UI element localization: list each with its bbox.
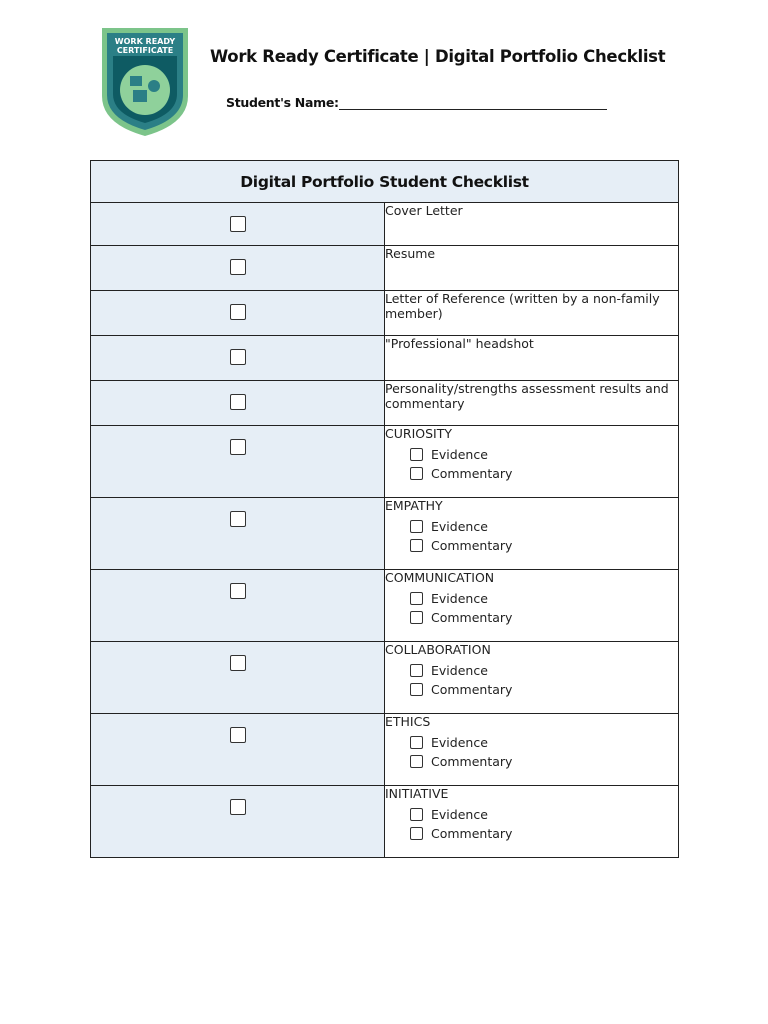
skill-name: COLLABORATION bbox=[385, 642, 491, 657]
checkbox[interactable] bbox=[230, 304, 246, 320]
badge-text-line2: CERTIFICATE bbox=[116, 46, 174, 55]
sub-checkbox[interactable] bbox=[410, 448, 423, 461]
sub-item bbox=[410, 445, 678, 464]
checkbox-cell bbox=[91, 203, 385, 246]
digital-portfolio-checklist-table bbox=[90, 160, 679, 858]
checkbox-cell bbox=[91, 786, 385, 858]
checklist-row bbox=[91, 291, 679, 336]
checkbox[interactable] bbox=[230, 799, 246, 815]
sub-item bbox=[410, 589, 678, 608]
sub-item bbox=[410, 805, 678, 824]
checkbox-cell bbox=[91, 642, 385, 714]
sub-item-label: Commentary bbox=[431, 754, 513, 769]
sub-checkbox[interactable] bbox=[410, 664, 423, 677]
checklist-heading: Digital Portfolio Student Checklist bbox=[91, 161, 679, 203]
sub-item-label: Evidence bbox=[431, 591, 488, 606]
page-title: Work Ready Certificate | Digital Portfolio Checklist bbox=[210, 47, 666, 66]
sub-item bbox=[410, 824, 678, 843]
checkbox-cell bbox=[91, 426, 385, 498]
checkbox-cell bbox=[91, 570, 385, 642]
checkbox[interactable] bbox=[230, 583, 246, 599]
checklist-item-label: "Professional" headshot bbox=[385, 336, 679, 381]
sub-item bbox=[410, 608, 678, 627]
checkbox-cell bbox=[91, 336, 385, 381]
sub-item bbox=[410, 464, 678, 483]
sub-item bbox=[410, 680, 678, 699]
sub-item-label: Evidence bbox=[431, 447, 488, 462]
checklist-item-label: Personality/strengths assessment results and commentary bbox=[385, 381, 679, 426]
skill-name: COMMUNICATION bbox=[385, 570, 495, 585]
student-name-field[interactable] bbox=[226, 95, 607, 110]
skill-row bbox=[91, 498, 679, 570]
checkbox-cell bbox=[91, 714, 385, 786]
skill-name: ETHICS bbox=[385, 714, 431, 729]
checkbox[interactable] bbox=[230, 727, 246, 743]
skill-cell bbox=[385, 786, 679, 858]
student-name-label: Student's Name: bbox=[226, 95, 339, 110]
checkbox-cell bbox=[91, 291, 385, 336]
skill-row bbox=[91, 426, 679, 498]
skill-cell bbox=[385, 498, 679, 570]
checkbox-cell bbox=[91, 498, 385, 570]
sub-item bbox=[410, 752, 678, 771]
checkbox[interactable] bbox=[230, 259, 246, 275]
checkbox[interactable] bbox=[230, 511, 246, 527]
sub-checkbox[interactable] bbox=[410, 808, 423, 821]
checklist-row bbox=[91, 246, 679, 291]
checkbox[interactable] bbox=[230, 216, 246, 232]
work-ready-certificate-logo bbox=[100, 26, 190, 138]
sub-item bbox=[410, 536, 678, 555]
skill-row bbox=[91, 570, 679, 642]
checklist-item-label: Letter of Reference (written by a non-family member) bbox=[385, 291, 679, 336]
sub-item-label: Evidence bbox=[431, 735, 488, 750]
skill-name: EMPATHY bbox=[385, 498, 443, 513]
checklist-row bbox=[91, 381, 679, 426]
sub-checkbox[interactable] bbox=[410, 611, 423, 624]
checklist-row bbox=[91, 336, 679, 381]
checkbox[interactable] bbox=[230, 394, 246, 410]
sub-checkbox[interactable] bbox=[410, 827, 423, 840]
checkbox-cell bbox=[91, 246, 385, 291]
badge-text-line1: WORK READY bbox=[114, 37, 176, 46]
checklist-row bbox=[91, 203, 679, 246]
sub-checkbox[interactable] bbox=[410, 539, 423, 552]
sub-checkbox[interactable] bbox=[410, 755, 423, 768]
skill-row bbox=[91, 786, 679, 858]
sub-item-label: Evidence bbox=[431, 807, 488, 822]
sub-item-label: Commentary bbox=[431, 466, 513, 481]
skill-name: INITIATIVE bbox=[385, 786, 449, 801]
sub-item bbox=[410, 661, 678, 680]
sub-checkbox[interactable] bbox=[410, 592, 423, 605]
skill-cell bbox=[385, 426, 679, 498]
sub-checkbox[interactable] bbox=[410, 736, 423, 749]
sub-item-label: Evidence bbox=[431, 663, 488, 678]
checkbox[interactable] bbox=[230, 349, 246, 365]
checkbox[interactable] bbox=[230, 439, 246, 455]
sub-item-label: Commentary bbox=[431, 610, 513, 625]
checklist-item-label: Cover Letter bbox=[385, 203, 679, 246]
skill-cell bbox=[385, 642, 679, 714]
sub-item bbox=[410, 517, 678, 536]
skill-name: CURIOSITY bbox=[385, 426, 452, 441]
checkbox-cell bbox=[91, 381, 385, 426]
sub-item-label: Commentary bbox=[431, 538, 513, 553]
checklist-item-label: Resume bbox=[385, 246, 679, 291]
checkbox[interactable] bbox=[230, 655, 246, 671]
skill-row bbox=[91, 642, 679, 714]
sub-checkbox[interactable] bbox=[410, 683, 423, 696]
skill-row bbox=[91, 714, 679, 786]
sub-item-label: Commentary bbox=[431, 826, 513, 841]
skill-cell bbox=[385, 714, 679, 786]
sub-item-label: Evidence bbox=[431, 519, 488, 534]
sub-item-label: Commentary bbox=[431, 682, 513, 697]
student-name-line[interactable] bbox=[339, 97, 607, 110]
sub-checkbox[interactable] bbox=[410, 520, 423, 533]
sub-checkbox[interactable] bbox=[410, 467, 423, 480]
skill-cell bbox=[385, 570, 679, 642]
sub-item bbox=[410, 733, 678, 752]
